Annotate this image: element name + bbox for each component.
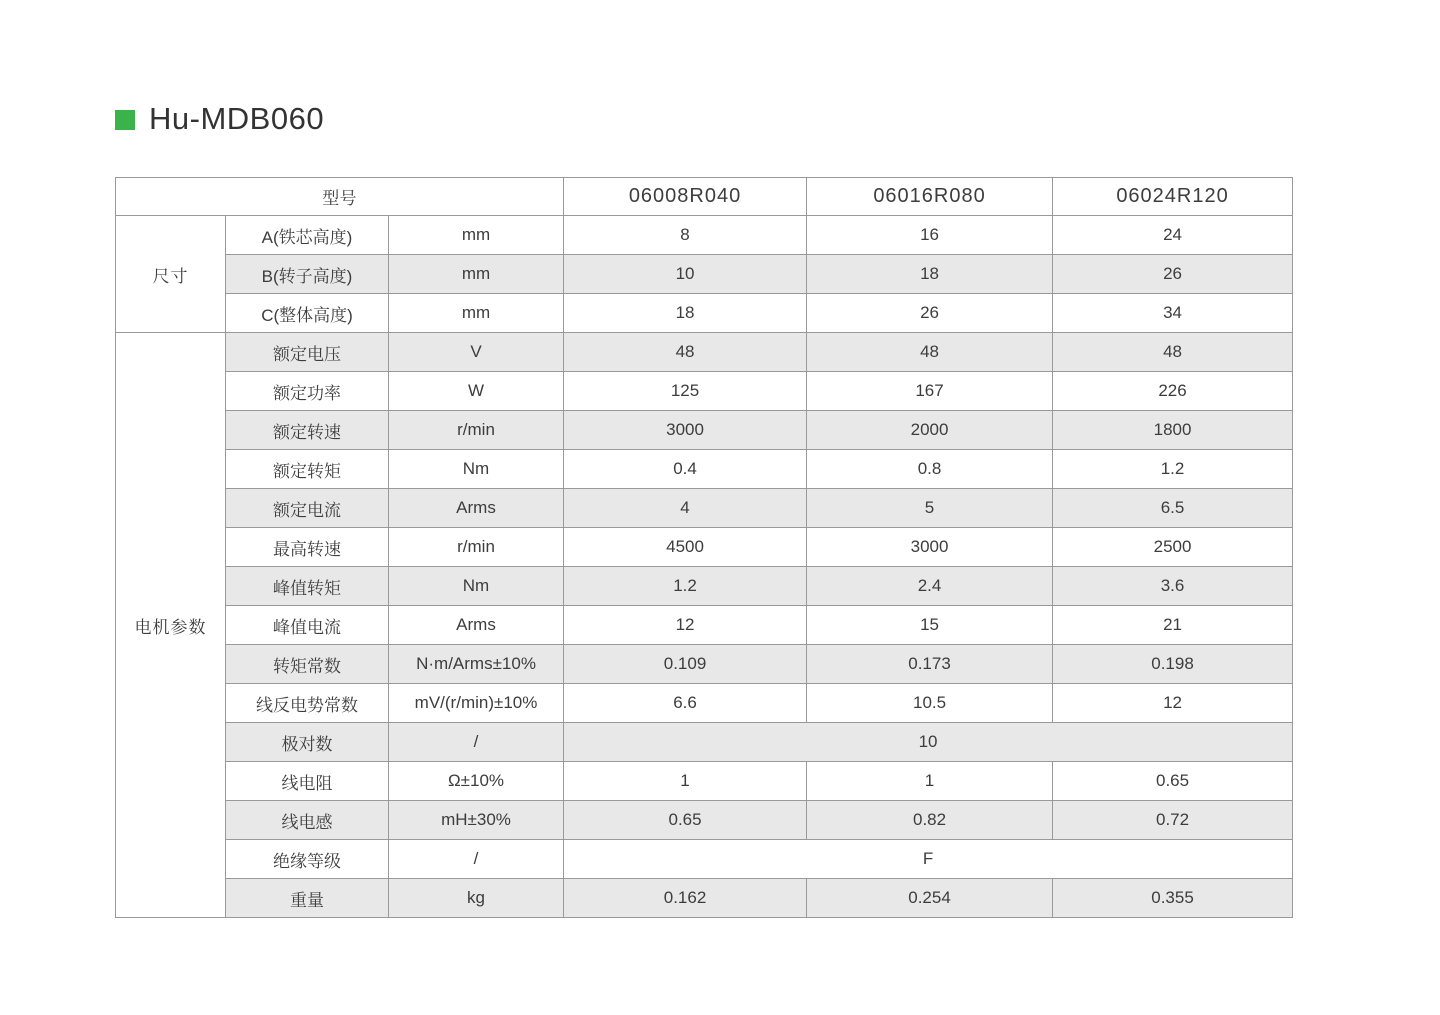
table-row xyxy=(116,333,1293,372)
value-cell: 3.6 xyxy=(1053,567,1293,606)
unit-label: mH±30% xyxy=(389,801,564,840)
value-cell: 18 xyxy=(807,255,1053,294)
value-cell: 8 xyxy=(564,216,807,255)
table-row xyxy=(116,762,1293,801)
param-label: 极对数 xyxy=(226,723,389,762)
param-label: 额定转矩 xyxy=(226,450,389,489)
header-model-1: 06016R080 xyxy=(807,178,1053,216)
param-label: B(转子高度) xyxy=(226,255,389,294)
param-label: 最高转速 xyxy=(226,528,389,567)
value-cell: 3000 xyxy=(564,411,807,450)
value-cell: 4500 xyxy=(564,528,807,567)
unit-label: r/min xyxy=(389,411,564,450)
param-label: A(铁芯高度) xyxy=(226,216,389,255)
unit-label: mm xyxy=(389,255,564,294)
table-row xyxy=(116,450,1293,489)
param-label: 额定转速 xyxy=(226,411,389,450)
value-cell: 16 xyxy=(807,216,1053,255)
unit-label: / xyxy=(389,723,564,762)
section-title xyxy=(115,103,324,136)
table-row xyxy=(116,606,1293,645)
header-model-2: 06024R120 xyxy=(1053,178,1293,216)
table-row xyxy=(116,372,1293,411)
value-cell: 0.65 xyxy=(1053,762,1293,801)
value-cell: 48 xyxy=(1053,333,1293,372)
value-cell: 24 xyxy=(1053,216,1293,255)
table-row xyxy=(116,294,1293,333)
param-label: C(整体高度) xyxy=(226,294,389,333)
table-row xyxy=(116,684,1293,723)
value-cell: 0.109 xyxy=(564,645,807,684)
unit-label: mm xyxy=(389,216,564,255)
value-cell-merged: F xyxy=(564,840,1293,879)
table-row xyxy=(116,879,1293,918)
param-label: 额定电压 xyxy=(226,333,389,372)
param-label: 绝缘等级 xyxy=(226,840,389,879)
param-label: 峰值转矩 xyxy=(226,567,389,606)
unit-label: mV/(r/min)±10% xyxy=(389,684,564,723)
table-row xyxy=(116,255,1293,294)
header-model-0: 06008R040 xyxy=(564,178,807,216)
value-cell: 1.2 xyxy=(1053,450,1293,489)
value-cell: 26 xyxy=(1053,255,1293,294)
value-cell: 0.72 xyxy=(1053,801,1293,840)
value-cell: 6.6 xyxy=(564,684,807,723)
value-cell: 15 xyxy=(807,606,1053,645)
value-cell: 12 xyxy=(1053,684,1293,723)
green-square-bullet-icon xyxy=(115,110,135,130)
value-cell: 167 xyxy=(807,372,1053,411)
value-cell: 4 xyxy=(564,489,807,528)
value-cell: 0.173 xyxy=(807,645,1053,684)
unit-label: N·m/Arms±10% xyxy=(389,645,564,684)
group-label-motor-params: 电机参数 xyxy=(116,333,226,918)
header-model-label: 型号 xyxy=(116,178,564,216)
table-row xyxy=(116,411,1293,450)
unit-label: Nm xyxy=(389,567,564,606)
value-cell: 1.2 xyxy=(564,567,807,606)
table-row xyxy=(116,840,1293,879)
param-label: 峰值电流 xyxy=(226,606,389,645)
value-cell: 1 xyxy=(807,762,1053,801)
value-cell: 1800 xyxy=(1053,411,1293,450)
value-cell: 0.82 xyxy=(807,801,1053,840)
value-cell: 3000 xyxy=(807,528,1053,567)
table-row xyxy=(116,723,1293,762)
value-cell: 48 xyxy=(807,333,1053,372)
value-cell: 0.8 xyxy=(807,450,1053,489)
page-title: Hu-MDB060 xyxy=(149,101,325,136)
value-cell: 0.254 xyxy=(807,879,1053,918)
value-cell: 226 xyxy=(1053,372,1293,411)
param-label: 线电阻 xyxy=(226,762,389,801)
value-cell: 2000 xyxy=(807,411,1053,450)
value-cell: 21 xyxy=(1053,606,1293,645)
param-label: 额定电流 xyxy=(226,489,389,528)
unit-label: mm xyxy=(389,294,564,333)
value-cell: 6.5 xyxy=(1053,489,1293,528)
unit-label: r/min xyxy=(389,528,564,567)
value-cell: 12 xyxy=(564,606,807,645)
value-cell: 48 xyxy=(564,333,807,372)
unit-label: W xyxy=(389,372,564,411)
param-label: 额定功率 xyxy=(226,372,389,411)
unit-label: V xyxy=(389,333,564,372)
table-row xyxy=(116,489,1293,528)
value-cell: 125 xyxy=(564,372,807,411)
table-row xyxy=(116,528,1293,567)
group-label-dimensions: 尺寸 xyxy=(116,216,226,333)
unit-label: Ω±10% xyxy=(389,762,564,801)
table-row xyxy=(116,645,1293,684)
value-cell: 0.4 xyxy=(564,450,807,489)
value-cell-merged: 10 xyxy=(564,723,1293,762)
value-cell: 5 xyxy=(807,489,1053,528)
unit-label: / xyxy=(389,840,564,879)
value-cell: 26 xyxy=(807,294,1053,333)
value-cell: 0.162 xyxy=(564,879,807,918)
value-cell: 0.65 xyxy=(564,801,807,840)
value-cell: 0.198 xyxy=(1053,645,1293,684)
value-cell: 10.5 xyxy=(807,684,1053,723)
value-cell: 18 xyxy=(564,294,807,333)
value-cell: 34 xyxy=(1053,294,1293,333)
value-cell: 2500 xyxy=(1053,528,1293,567)
value-cell: 2.4 xyxy=(807,567,1053,606)
table-row xyxy=(116,567,1293,606)
value-cell: 1 xyxy=(564,762,807,801)
table-row xyxy=(116,216,1293,255)
spec-table xyxy=(115,177,1293,918)
param-label: 线电感 xyxy=(226,801,389,840)
unit-label: kg xyxy=(389,879,564,918)
param-label: 线反电势常数 xyxy=(226,684,389,723)
unit-label: Arms xyxy=(389,606,564,645)
param-label: 转矩常数 xyxy=(226,645,389,684)
value-cell: 0.355 xyxy=(1053,879,1293,918)
table-row xyxy=(116,801,1293,840)
value-cell: 10 xyxy=(564,255,807,294)
unit-label: Arms xyxy=(389,489,564,528)
param-label: 重量 xyxy=(226,879,389,918)
unit-label: Nm xyxy=(389,450,564,489)
table-header-row xyxy=(116,178,1293,216)
